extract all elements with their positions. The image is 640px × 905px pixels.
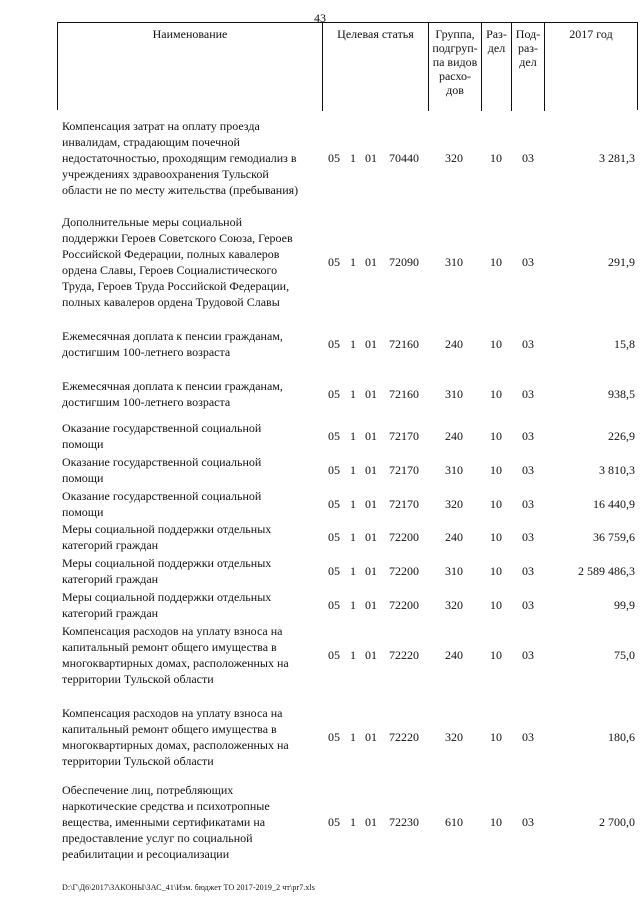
code-part-4: 72230 [389,815,419,829]
code-part-4: 72220 [389,648,419,662]
header-group-line: расхо- [438,69,472,83]
code-part-3: 01 [365,429,377,443]
code-part-4: 72160 [389,337,419,351]
code-part-1: 05 [328,497,340,511]
row-name-line: недостаточностью, проходящим гемодиализ в [62,151,297,165]
code-part-3: 01 [365,648,377,662]
razdel-code: 10 [490,337,502,351]
header-podrazdel-line: Под- [515,27,541,41]
amount: 226,9 [608,429,635,443]
row-name [62,378,322,410]
header-group-line: подгруп- [432,41,478,55]
row-name-line: ордена Славы, Героев Социалистического [62,263,278,277]
code-part-2: 1 [350,429,356,443]
group-code: 240 [445,648,463,662]
row-name [62,589,322,621]
table-row [57,782,638,862]
code-part-2: 1 [350,530,356,544]
amount: 16 440,9 [593,497,635,511]
code-part-3: 01 [365,387,377,401]
table-row [57,488,638,520]
row-name [62,488,322,520]
row-name-line: Компенсация расходов на уплату взноса на [62,706,283,720]
row-name-line: Компенсация расходов на уплату взноса на [62,624,283,638]
podrazdel-code: 03 [522,598,534,612]
table-row [57,420,638,452]
razdel-code: 10 [490,429,502,443]
amount: 3 281,3 [599,151,635,165]
row-name-line: Оказание государственной социальной [62,421,262,435]
group-code: 320 [445,497,463,511]
group-code: 310 [445,255,463,269]
row-name-line: капитальный ремонт общего имущества в [62,722,277,736]
code-part-4: 70440 [389,151,419,165]
razdel-code: 10 [490,497,502,511]
code-part-1: 05 [328,815,340,829]
row-name-line: учреждениях здравоохранения Тульской [62,167,269,181]
code-part-3: 01 [365,463,377,477]
row-name-line: капитальный ремонт общего имущества в [62,640,277,654]
code-part-3: 01 [365,255,377,269]
code-part-3: 01 [365,151,377,165]
razdel-code: 10 [490,255,502,269]
code-part-2: 1 [350,730,356,744]
row-name-line: достигшим 100-летнего возраста [62,395,231,409]
code-part-4: 72090 [389,255,419,269]
group-code: 240 [445,337,463,351]
row-name-line: Дополнительные меры социальной [62,215,243,229]
row-name [62,420,322,452]
row-name-line: Труда, Героев Труда Российской Федерации, [62,279,290,293]
code-part-1: 05 [328,598,340,612]
row-name-line: достигшим 100-летнего возраста [62,345,231,359]
code-part-2: 1 [350,387,356,401]
amount: 75,0 [614,648,635,662]
code-part-2: 1 [350,648,356,662]
row-name-line: Российской Федерации, полных кавалеров [62,247,280,261]
header-name: Наименование [58,23,323,111]
table-row [57,521,638,553]
header-podrazdel-line: дел [519,55,537,69]
code-part-1: 05 [328,648,340,662]
code-part-2: 1 [350,598,356,612]
row-name-line: Обеспечение лиц, потребляющих [62,783,234,797]
group-code: 240 [445,429,463,443]
code-part-2: 1 [350,463,356,477]
table-row [57,378,638,410]
code-part-3: 01 [365,564,377,578]
group-code: 320 [445,151,463,165]
header-target: Целевая статья [323,23,429,111]
razdel-code: 10 [490,598,502,612]
code-part-2: 1 [350,564,356,578]
podrazdel-code: 03 [522,429,534,443]
podrazdel-code: 03 [522,564,534,578]
group-code: 310 [445,387,463,401]
row-name [62,705,322,769]
razdel-code: 10 [490,730,502,744]
razdel-code: 10 [490,151,502,165]
row-name-line: инвалидам, страдающим почечной [62,135,240,149]
header-razdel [482,23,512,111]
header-group-line: па видов [432,55,478,69]
group-code: 320 [445,730,463,744]
row-name-line: Ежемесячная доплата к пенсии гражданам, [62,379,283,393]
code-part-4: 72170 [389,463,419,477]
amount: 291,9 [608,255,635,269]
code-part-2: 1 [350,151,356,165]
row-name-line: категорий граждан [62,572,159,586]
row-name-line: многоквартирных домах, расположенных на [62,738,289,752]
code-part-1: 05 [328,463,340,477]
header-group-line: Группа, [435,27,475,41]
podrazdel-code: 03 [522,530,534,544]
row-name-line: наркотические средства и психотропные [62,799,270,813]
amount: 99,9 [614,598,635,612]
table-row [57,589,638,621]
group-code: 610 [445,815,463,829]
row-name-line: поддержки Героев Советского Союза, Героев [62,231,293,245]
table-row [57,328,638,360]
code-part-3: 01 [365,815,377,829]
row-name-line: Оказание государственной социальной [62,455,262,469]
amount: 180,6 [608,730,635,744]
razdel-code: 10 [490,530,502,544]
group-code: 310 [445,564,463,578]
row-name [62,623,322,687]
code-part-4: 72200 [389,598,419,612]
code-part-4: 72170 [389,497,419,511]
row-name-line: помощи [62,437,104,451]
code-part-1: 05 [328,530,340,544]
code-part-1: 05 [328,429,340,443]
row-name [62,555,322,587]
table-row [57,623,638,687]
group-code: 320 [445,598,463,612]
row-name-line: вещества, именными сертификатами на [62,815,266,829]
code-part-1: 05 [328,337,340,351]
file-path-footer: D:\Г\Д6\2017\ЗАКОНЫ\ЗАС_41\Изм. бюджет ТО 2017-2019_2 чт\pr7.xls [62,883,316,892]
code-part-1: 05 [328,255,340,269]
row-name-line: помощи [62,505,104,519]
header-razdel-line: дел [487,41,506,55]
amount: 3 810,3 [599,463,635,477]
podrazdel-code: 03 [522,815,534,829]
podrazdel-code: 03 [522,497,534,511]
code-part-3: 01 [365,337,377,351]
code-part-1: 05 [328,564,340,578]
header-podrazdel [512,23,545,111]
page-number: 43 [314,11,326,25]
header-group [429,23,482,111]
razdel-code: 10 [490,463,502,477]
group-code: 240 [445,530,463,544]
amount: 938,5 [608,387,635,401]
amount: 2 589 486,3 [578,564,635,578]
table-row [57,555,638,587]
amount: 15,8 [614,337,635,351]
row-name-line: области не по месту жительства (пребывания) [62,183,299,197]
row-name [62,521,322,553]
row-name-line: полных кавалеров ордена Трудовой Славы [62,295,280,309]
podrazdel-code: 03 [522,151,534,165]
row-name-line: территории Тульской области [62,672,214,686]
row-name-line: категорий граждан [62,538,159,552]
code-part-4: 72200 [389,564,419,578]
code-part-1: 05 [328,730,340,744]
amount: 36 759,6 [593,530,635,544]
code-part-4: 72160 [389,387,419,401]
header-group-line: дов [446,83,464,97]
table-row [57,214,638,310]
row-name [62,782,322,862]
header-year: 2017 год [569,27,613,41]
row-name-line: многоквартирных домах, расположенных на [62,656,289,670]
code-part-2: 1 [350,497,356,511]
row-name-line: Меры социальной поддержки отдельных [62,556,272,570]
code-part-3: 01 [365,598,377,612]
header-podrazdel-line: раз- [517,41,539,55]
code-part-2: 1 [350,255,356,269]
razdel-code: 10 [490,815,502,829]
row-name-line: Оказание государственной социальной [62,489,262,503]
row-name-line: Меры социальной поддержки отдельных [62,590,272,604]
razdel-code: 10 [490,387,502,401]
code-part-1: 05 [328,387,340,401]
table-row [57,705,638,769]
amount: 2 700,0 [599,815,635,829]
razdel-code: 10 [490,648,502,662]
row-name-line: категорий граждан [62,606,159,620]
table-row [57,454,638,486]
row-name-line: Меры социальной поддержки отдельных [62,522,272,536]
table-row [57,118,638,198]
code-part-3: 01 [365,530,377,544]
row-name [62,328,322,360]
row-name-line: предоставление услуг по социальной [62,831,253,845]
code-part-4: 72220 [389,730,419,744]
code-part-2: 1 [350,337,356,351]
podrazdel-code: 03 [522,648,534,662]
row-name-line: Компенсация затрат на оплату проезда [62,119,260,133]
podrazdel-code: 03 [522,730,534,744]
row-name-line: Ежемесячная доплата к пенсии гражданам, [62,329,283,343]
podrazdel-code: 03 [522,463,534,477]
podrazdel-code: 03 [522,337,534,351]
row-name [62,454,322,486]
code-part-3: 01 [365,497,377,511]
row-name-line: реабилитации и ресоциализации [62,847,230,861]
razdel-code: 10 [490,564,502,578]
budget-table [57,22,638,861]
podrazdel-code: 03 [522,255,534,269]
code-part-4: 72170 [389,429,419,443]
code-part-2: 1 [350,815,356,829]
group-code: 310 [445,463,463,477]
table-header [57,22,638,110]
code-part-1: 05 [328,151,340,165]
row-name [62,214,322,310]
row-name-line: помощи [62,471,104,485]
code-part-3: 01 [365,730,377,744]
podrazdel-code: 03 [522,387,534,401]
header-razdel-line: Раз- [486,27,507,41]
row-name-line: территории Тульской области [62,754,214,768]
code-part-4: 72200 [389,530,419,544]
row-name [62,118,322,198]
